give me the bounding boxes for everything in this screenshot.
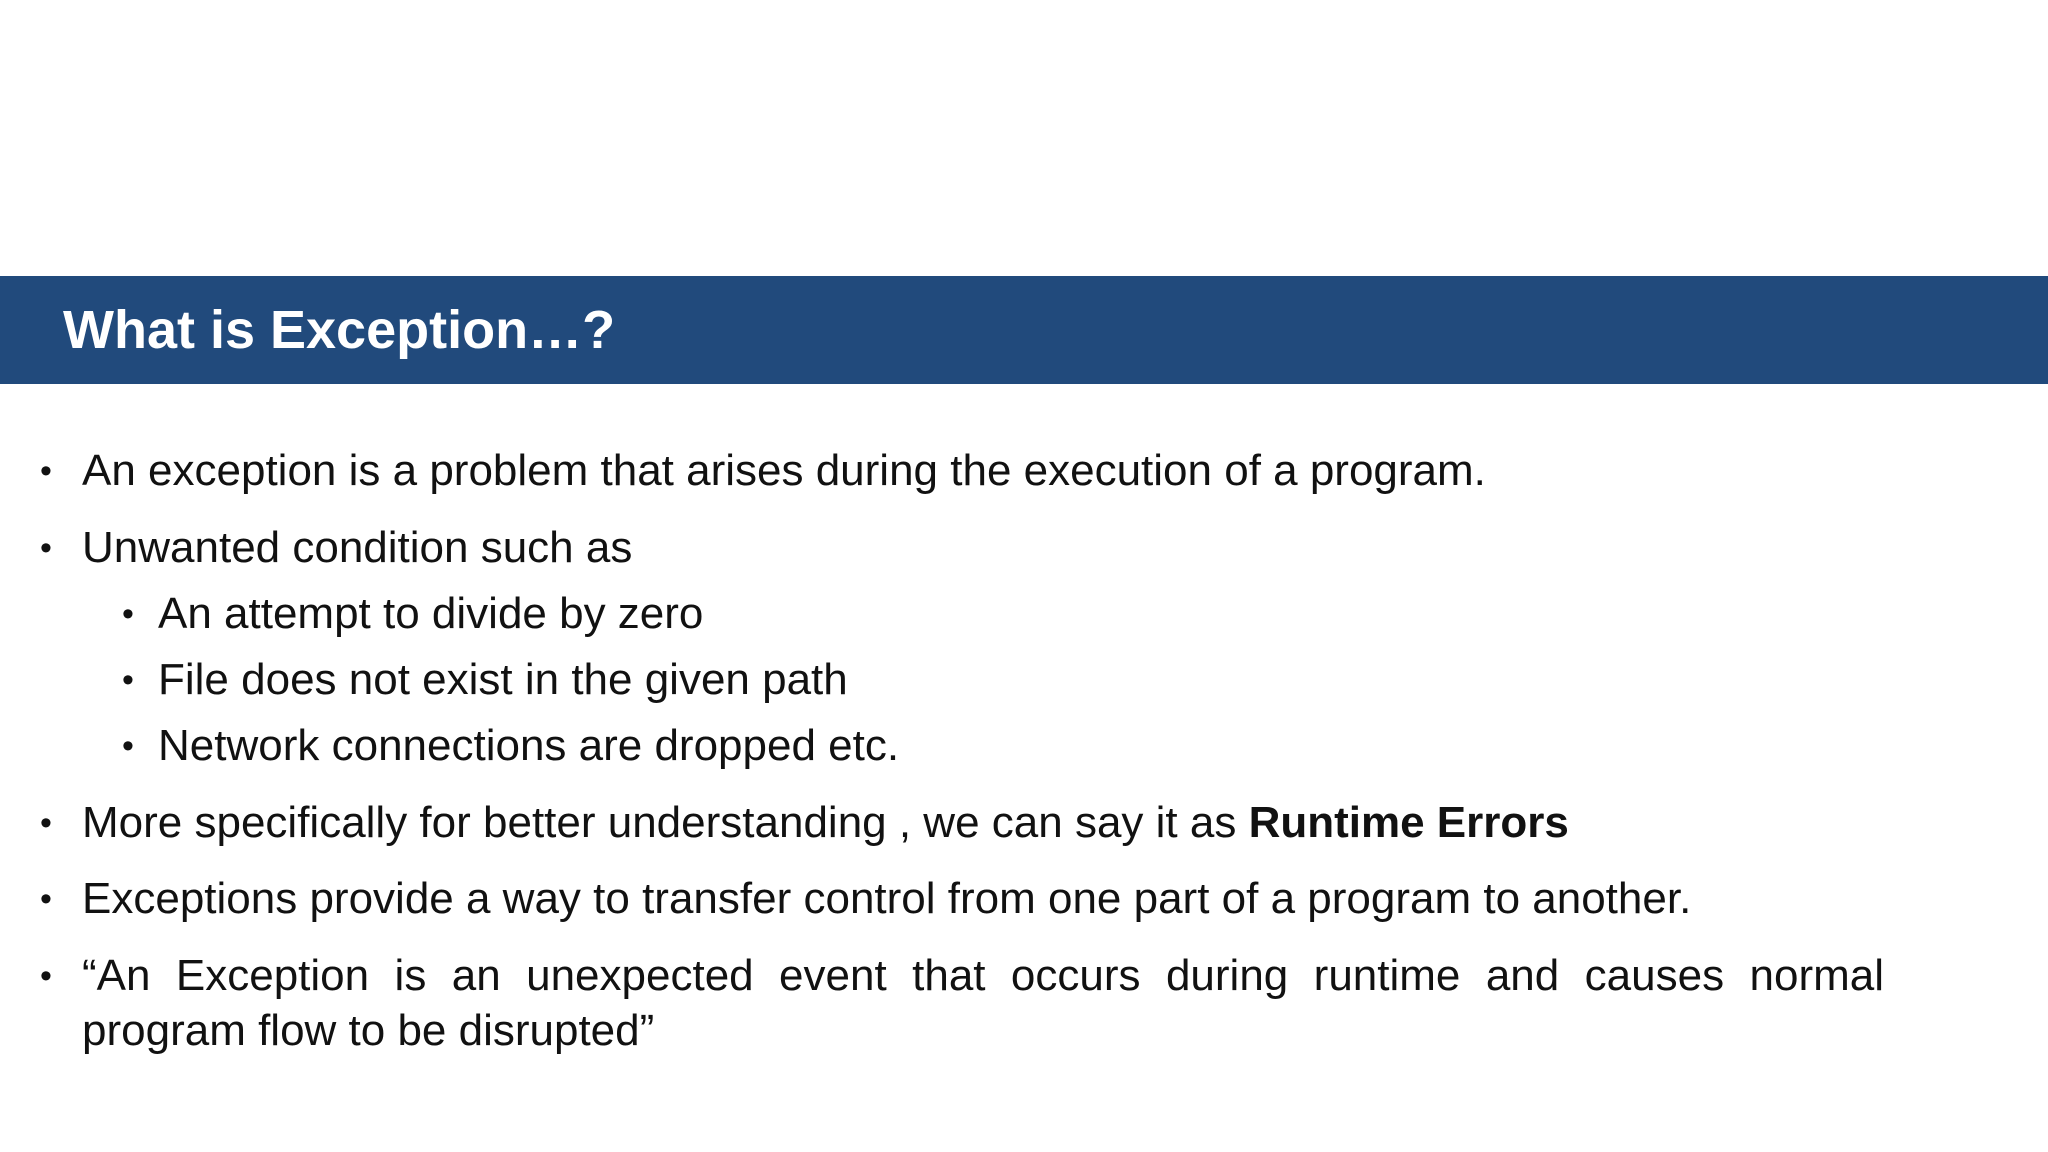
bullet-dot-icon: • bbox=[40, 452, 52, 490]
bullet-item-5-line-1: “An Exception is an unexpected event that occurs during runtime and causes normal bbox=[82, 951, 1884, 1000]
bullet-dot-icon: • bbox=[40, 957, 52, 995]
sub-bullet-dot-icon: • bbox=[122, 661, 134, 699]
bullet-item-3 bbox=[82, 796, 1569, 850]
bullet-dot-icon: • bbox=[40, 880, 52, 918]
bullet-item-2: Unwanted condition such as bbox=[82, 523, 633, 572]
slide-title: What is Exception…? bbox=[63, 300, 616, 360]
sub-bullet-item-2: File does not exist in the given path bbox=[158, 655, 848, 704]
bullet-item-1: An exception is a problem that arises during the execution of a program. bbox=[82, 446, 1486, 495]
bullet-item-3-bold: Runtime Errors bbox=[1248, 798, 1569, 847]
sub-bullet-item-1: An attempt to divide by zero bbox=[158, 589, 704, 638]
sub-bullet-item-3: Network connections are dropped etc. bbox=[158, 721, 900, 770]
bullet-item-3-plain: More specifically for better understanding , we can say it as bbox=[82, 798, 1249, 847]
bullet-dot-icon: • bbox=[40, 529, 52, 567]
sub-bullet-dot-icon: • bbox=[122, 727, 134, 765]
bullet-item-5-line-2: program flow to be disrupted” bbox=[82, 1006, 655, 1055]
bullet-dot-icon: • bbox=[40, 804, 52, 842]
sub-bullet-dot-icon: • bbox=[122, 595, 134, 633]
bullet-item-4: Exceptions provide a way to transfer control from one part of a program to another. bbox=[82, 874, 1692, 923]
